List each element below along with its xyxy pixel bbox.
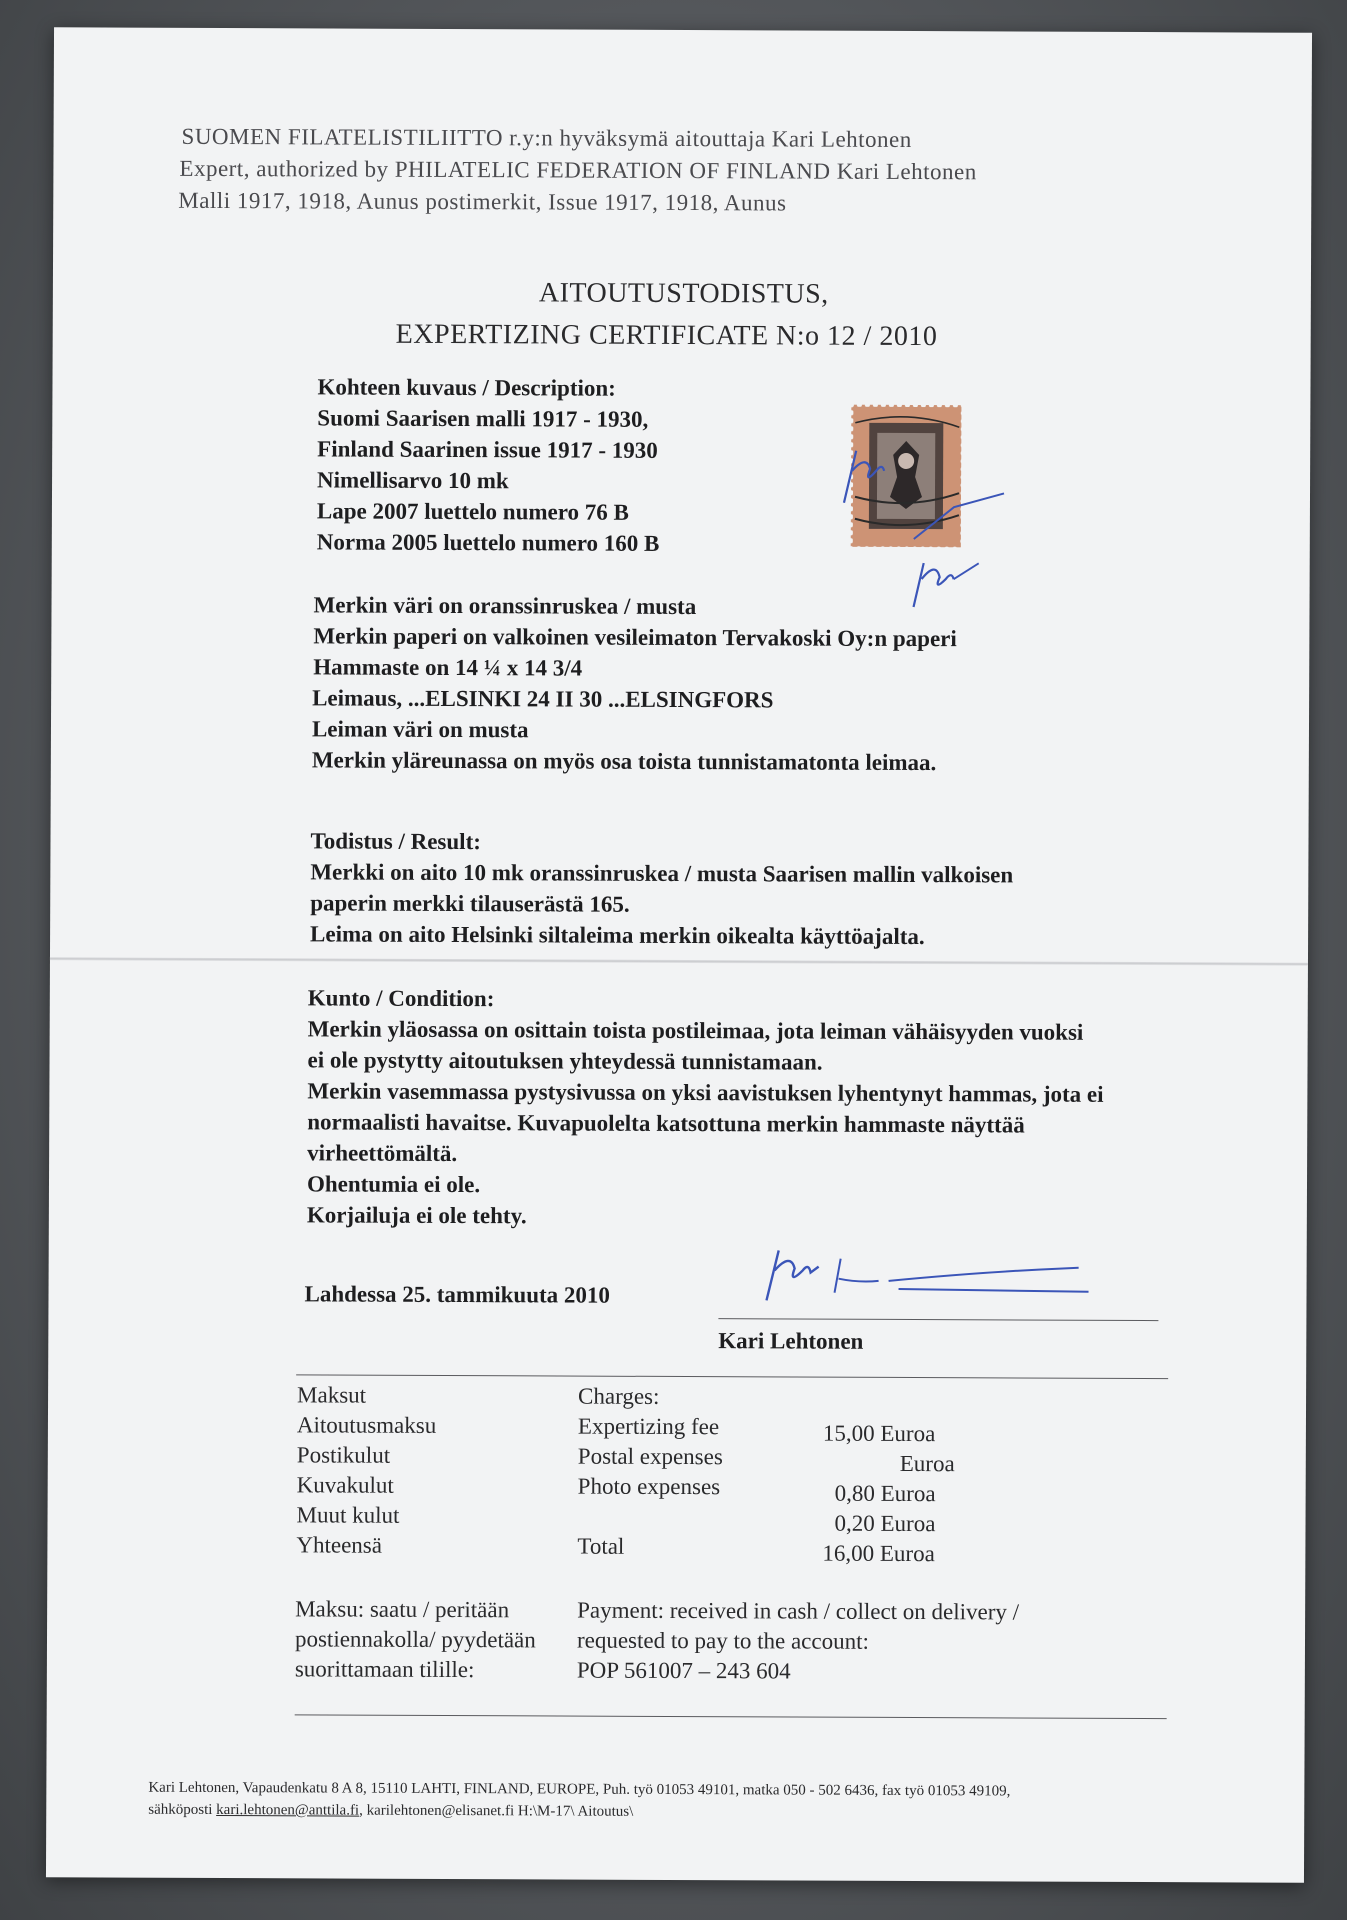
charge-row-fi: Muut kulut [296,1502,400,1528]
condition-line: Merkin yläosassa on osittain toista postileimaa, jota leiman vähäisyyden vuoksi [307,1016,1084,1045]
condition-line: Korjailuja ei ole tehty. [306,1202,527,1229]
header-line-2: Expert, authorized by PHILATELIC FEDERATION OF FINLAND Kari Lehtonen [179,155,977,185]
header-line-1: SUOMEN FILATELISTILIITTO r.y:n hyväksymä aitouttaja Kari Lehtonen [181,123,912,153]
footer-address: Kari Lehtonen, Vapaudenkatu 8 A 8, 15110 LAHTI, FINLAND, EUROPE, Puh. työ 01053 49101, matka 050 - 502 6436, fax työ 01053 49109, [148,1779,1011,1800]
charge-total-fi: Yhteensä [296,1532,383,1558]
charge-row-en: Postal expenses [577,1443,723,1470]
charge-total-en: Total [577,1533,625,1559]
payment-fi-line: suorittamaan tilille: [294,1656,475,1683]
payment-bottom-rule [295,1714,1167,1719]
place-and-date: Lahdessa 25. tammikuuta 2010 [304,1281,611,1308]
charges-en-label: Charges: [578,1383,660,1409]
stamp-signature-marks [803,411,1034,622]
signer-name: Kari Lehtonen [718,1328,864,1354]
condition-line: ei ole pystytty aitoutuksen yhteydessä tunnistamaan. [307,1047,823,1075]
charge-row-amount: 15,00 Euroa [822,1420,936,1447]
condition-line: virheettömältä. [307,1140,458,1167]
payment-en-line: Payment: received in cash / collect on delivery / [577,1597,1020,1625]
condition-line: Merkin vasemmassa pystysivussa on yksi aavistuksen lyhentynyt hammas, jota ei [307,1078,1104,1107]
charge-row-amount: 0,20 Euroa [834,1510,936,1537]
charge-row-fi: Aitoutusmaksu [296,1412,437,1438]
description-heading: Kohteen kuvaus / Description: [317,374,616,401]
description-line: Norma 2005 luettelo numero 160 B [316,529,660,556]
condition-line: normaalisti havaitse. Kuvapuolelta katsottuna merkin hammaste näyttää [307,1109,1025,1138]
certificate-title-fi: AITOUTUSTODISTUS, [538,277,829,310]
payment-en-line: requested to pay to the account: [576,1627,869,1654]
description-line: Nimellisarvo 10 mk [317,467,509,494]
detail-line: Leimaus, ...ELSINKI 24 II 30 ...ELSINGFORS [312,685,774,713]
footer-email-suffix: , karilehtonen@elisanet.fi H:\M-17\ Aitoutus\ [359,1802,634,1820]
charge-row-en: Photo expenses [577,1473,721,1500]
condition-heading: Kunto / Condition: [307,985,495,1012]
certificate-sheet [46,27,1312,1882]
signature-line [718,1318,1158,1321]
handwritten-signature [748,1230,1108,1312]
payment-fi-line: Maksu: saatu / peritään [295,1596,510,1623]
footer-email-prefix: sähköposti [148,1801,217,1818]
result-line: Merkki on aito 10 mk oranssinruskea / musta Saarisen mallin valkoisen [310,859,1014,888]
charge-row-fi: Kuvakulut [296,1472,394,1498]
detail-line: Hammaste on 14 ¼ x 14 3/4 [313,654,583,681]
description-line: Suomi Saarisen malli 1917 - 1930, [317,405,649,432]
payment-fi-line: postiennakolla/ pyydetään [294,1626,536,1653]
paper-fold-crease [50,957,1308,965]
charge-row-amount: 0,80 Euroa [834,1480,936,1507]
result-heading: Todistus / Result: [310,828,481,855]
payment-account-number: POP 561007 – 243 604 [576,1657,791,1684]
charge-row-amount: Euroa [899,1450,955,1477]
detail-line: Leiman väri on musta [311,716,529,743]
result-line: paperin merkki tilauserästä 165. [310,890,630,917]
detail-line: Merkin väri on oranssinruskea / musta [313,592,697,620]
detail-line: Merkin paperi on valkoinen vesileimaton Tervakoski Oy:n paperi [313,623,957,652]
charges-top-rule [296,1374,1168,1379]
charges-fi-label: Maksut [297,1382,367,1408]
charge-row-fi: Postikulut [296,1442,391,1468]
result-line: Leima on aito Helsinki siltaleima merkin oikealta käyttöajalta. [310,921,925,950]
charge-total-amount: 16,00 Euroa [822,1540,935,1567]
footer-email [148,1802,633,1821]
footer-email-link[interactable]: kari.lehtonen@anttila.fi [216,1801,360,1819]
detail-line: Merkin yläreunassa on myös osa toista tunnistamatonta leimaa. [311,747,937,776]
certificate-title-en: EXPERTIZING CERTIFICATE N:o 12 / 2010 [395,318,938,353]
description-line: Lape 2007 luettelo numero 76 B [316,498,629,525]
condition-line: Ohentumia ei ole. [306,1171,481,1198]
description-line: Finland Saarinen issue 1917 - 1930 [317,436,658,463]
header-line-3: Malli 1917, 1918, Aunus postimerkit, Issue 1917, 1918, Aunus [178,187,787,216]
charge-row-en: Expertizing fee [577,1413,720,1440]
